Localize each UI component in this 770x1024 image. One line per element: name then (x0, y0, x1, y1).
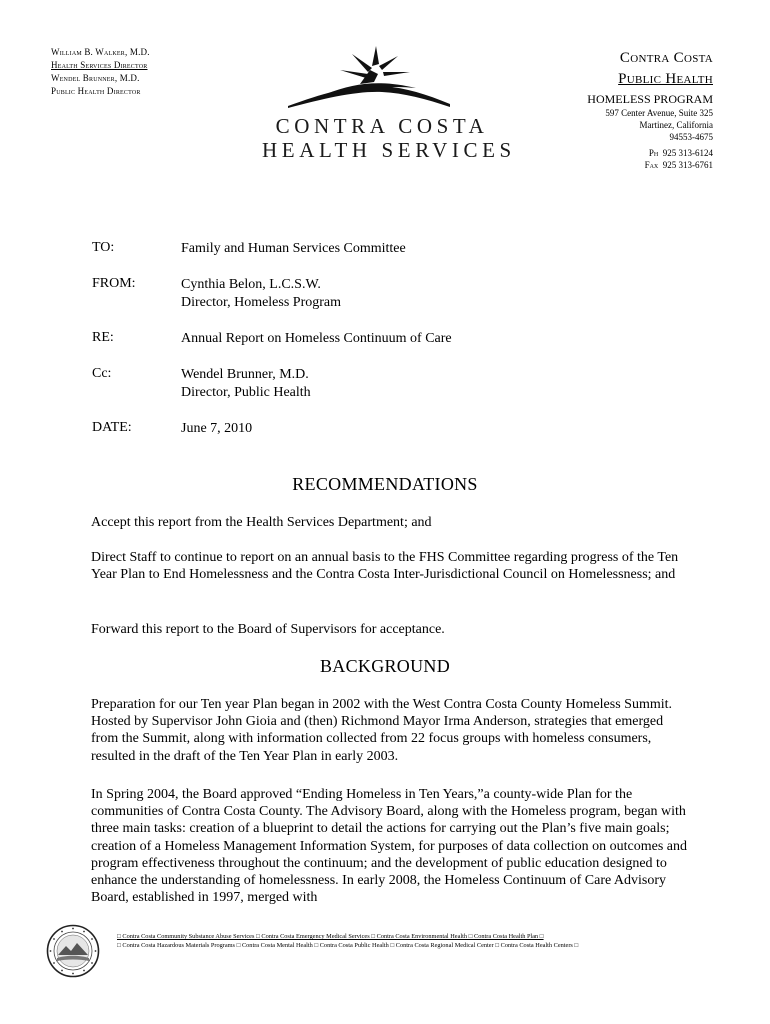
to-value: Family and Human Services Committee (181, 241, 406, 256)
from-name: Cynthia Belon, L.C.S.W. (181, 277, 321, 292)
health-director-title: Health Services Director (51, 60, 148, 70)
date-value: June 7, 2010 (181, 421, 253, 436)
from-title: Director, Homeless Program (181, 295, 342, 310)
background-paragraph: In Spring 2004, the Board approved “Ending Homeless in Ten Years,”a county-wide Plan for the communities of Contra Costa County. The Advisory Board, along with the Homeless program, began with three main tasks: creation of a blueprint to detail the actions for carrying out the Plan’s five main goals; creation of a Homeless Management Information System, for purposes of data collection on outcomes and program effectiveness throughout the continuum; and the development of public education designed to enhance the understanding of homelessness. In early 2008, the Homeless Continuum of Care Advisory Board, established in 1997, merged with (91, 787, 687, 906)
recommendation-item: Direct Staff to continue to report on an annual basis to the FHS Committee regarding progress of the Ten Year Plan to End Homelessness and the Contra Costa Inter-Jurisdictional Council on Homelessness; and (91, 550, 679, 583)
program-name: HOMELESS PROGRAM (587, 92, 713, 106)
recommendations-heading: RECOMMENDATIONS (292, 474, 478, 494)
contra-costa-logo-icon (286, 44, 452, 110)
phone-number: Ph 925 313-6124 (648, 148, 713, 158)
org-name-line2: Public Health (618, 71, 713, 87)
public-health-director-name: Wendel Brunner, M.D. (51, 73, 140, 83)
address-zip: 94553-4675 (669, 132, 713, 142)
health-director-name: William B. Walker, M.D. (51, 47, 150, 57)
address-line2: Martinez, California (639, 120, 713, 130)
cc-name: Wendel Brunner, M.D. (181, 367, 309, 382)
re-label: RE: (92, 330, 114, 345)
fax-number: Fax 925 313-6761 (644, 160, 713, 170)
footer-services-line1: □ Contra Costa Community Substance Abuse Services □ Contra Costa Emergency Medical Services □ Contra Costa Environmental Health □ Contra Costa Health Plan □ (117, 933, 544, 940)
from-label: FROM: (92, 276, 136, 291)
background-heading: BACKGROUND (319, 656, 450, 676)
date-label: DATE: (92, 420, 132, 435)
footer-services-line2: □ Contra Costa Hazardous Materials Programs □ Contra Costa Mental Health □ Contra Costa Public Health □ Contra Costa Regional Medical Center □ Contra Costa Health Centers □ (117, 942, 579, 949)
county-seal-icon (46, 924, 100, 978)
address-line1: 597 Center Avenue, Suite 325 (605, 108, 713, 118)
recommendation-item: Forward this report to the Board of Supervisors for acceptance. (91, 622, 445, 637)
re-value: Annual Report on Homeless Continuum of Care (181, 331, 452, 346)
background-paragraph: Preparation for our Ten year Plan began in 2002 with the West Contra Costa County Homeless Summit. Hosted by Supervisor John Gioia and (then) Richmond Mayor Irma Anderson, strategies that emerged from the Summit, along with information collected from 22 focus groups with homeless consumers, resulted in the draft of the Ten Year Plan in early 2003. (91, 697, 673, 764)
recommendation-item: Accept this report from the Health Services Department; and (91, 515, 432, 530)
logo-text-line1: CONTRA COSTA (275, 114, 489, 138)
public-health-director-title: Public Health Director (51, 86, 141, 96)
letterhead-officials (51, 46, 150, 98)
cc-title: Director, Public Health (181, 385, 311, 400)
logo-text-line2: HEALTH SERVICES (262, 138, 516, 162)
to-label: TO: (92, 240, 115, 255)
org-name-line1: Contra Costa (619, 50, 713, 66)
cc-label: Cc: (92, 366, 112, 381)
